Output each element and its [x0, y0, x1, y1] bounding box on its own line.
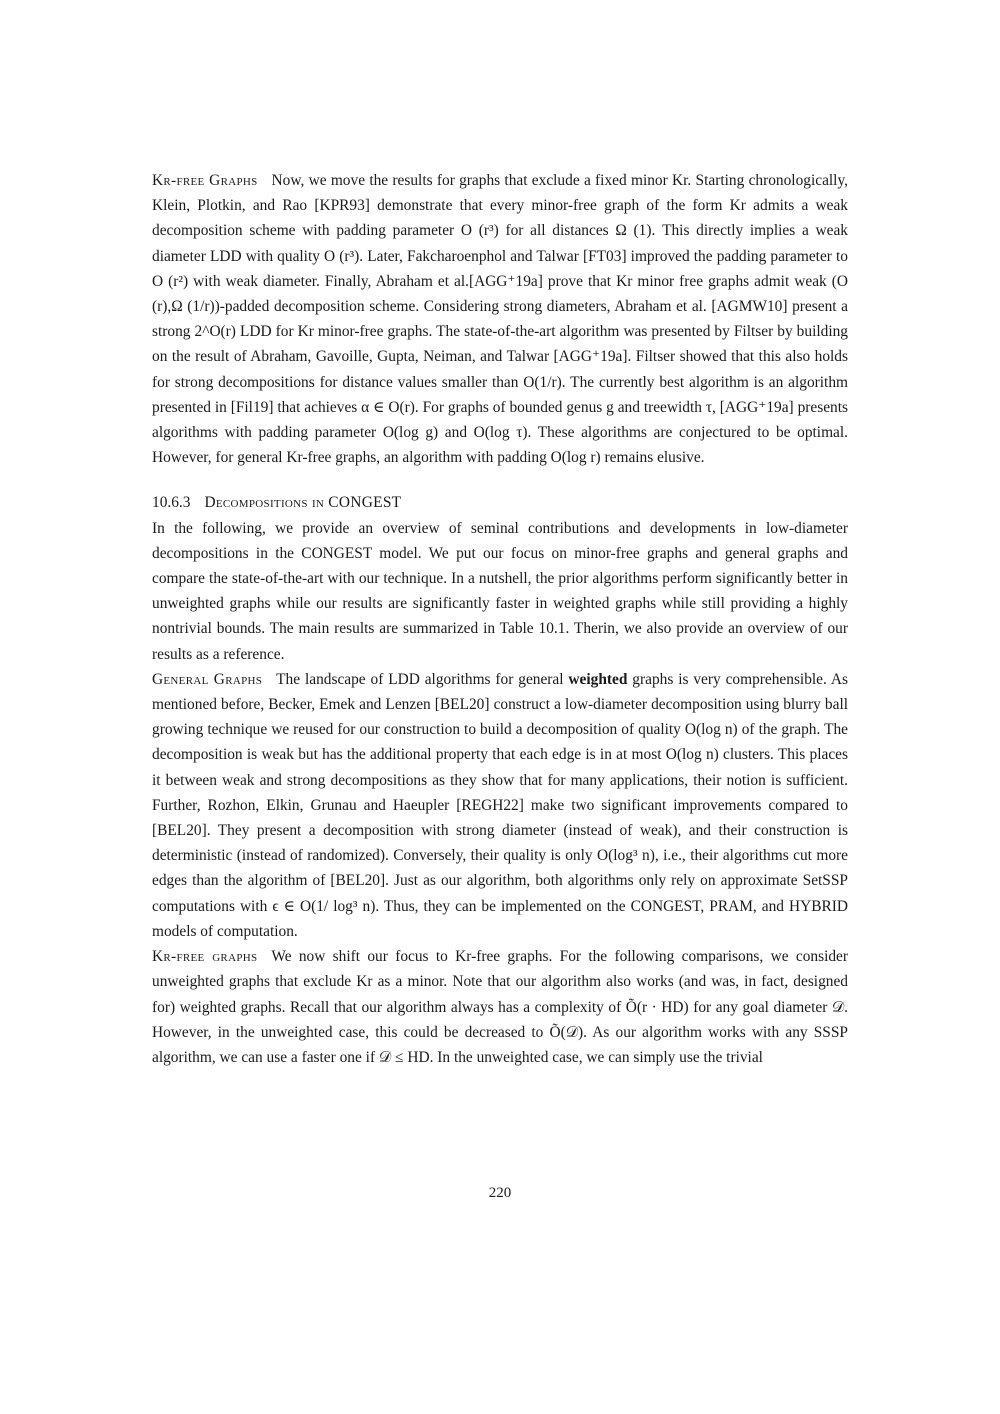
paragraph-heading: Kr-free Graphs [152, 172, 258, 189]
emphasis-weighted: weighted [568, 670, 628, 688]
paragraph-intro [152, 516, 848, 667]
paragraph-text-continued: graphs is very comprehensible. As mentioned before, Becker, Emek and Lenzen [BEL20] construct a low-diameter decomposition using blurry ball growing technique we reused for our construction to build a decomposition of quality O(log n) of the graph. The decomposition is weak but has the additional property that each edge is in at most O(log n) clusters. This places it between weak and strong decompositions as they show that for many applications, their notion is sufficient. Further, Rozhon, Elkin, Grunau and Haeupler [REGH22] make two significant improvements compared to [BEL20]. They present a decomposition with strong diameter (instead of weak), and their construction is deterministic (instead of randomized). Conversely, their quality is only O(log³ n), i.e., their algorithms cut more edges than the algorithm of [BEL20]. Just as our algorithm, both algorithms only rely on approximate SetSSP computations with ϵ ∈ O(1/ log³ n). Thus, they can be implemented on the CONGEST, PRAM, and HYBRID models of computation. [152, 670, 848, 940]
paragraph-text: The landscape of LDD algorithms for general [276, 670, 569, 688]
subsection-number: 10.6.3 [152, 494, 191, 512]
page-number: 220 [488, 1185, 512, 1201]
paragraph-text: We now shift our focus to Kr-free graphs. For the following comparisons, we consider unweighted graphs that exclude Kr as a minor. Note that our algorithm also works (and was, in fact, designed for) weighted graphs. Recall that our algorithm always has a complexity of Õ(r · HD) for any goal diameter 𝒟. However, in the unweighted case, this could be decreased to Õ(𝒟). As our algorithm works with any SSSP algorithm, we can use a faster one if 𝒟 ≤ HD. In the unweighted case, we can simply use the trivial [152, 948, 848, 1066]
page-body [152, 168, 848, 1070]
paragraph-heading: Kr-free graphs [152, 948, 258, 966]
paragraph-text: In the following, we provide an overview of seminal contributions and developments in low-diameter decompositions in the CONGEST model. We put our focus on minor-free graphs and general graphs and compare the state-of-the-art with our technique. In a nutshell, the prior algorithms perform significantly better in unweighted graphs while our results are significantly faster in weighted graphs while still providing a highly nontrivial bounds. The main results are summarized in Table 10.1. Therin, we also provide an overview of our results as a reference. [152, 519, 848, 663]
subsection-title: Decompositions in CONGEST [204, 494, 402, 512]
subsection-heading [152, 490, 848, 515]
paragraph-kr-free-graphs [152, 168, 848, 470]
paragraph-kr-free-graphs-congest [152, 944, 848, 1070]
paragraph-general-graphs [152, 667, 848, 944]
paragraph-text: Now, we move the results for graphs that exclude a fixed minor Kr. Starting chronologically, Klein, Plotkin, and Rao [KPR93] demonstrate that every minor-free graph of the form Kr admits a weak decomposition scheme with padding parameter O (r³) for all distances Ω (1). This directly implies a weak diameter LDD with quality O (r³). Later, Fakcharoenphol and Talwar [FT03] improved the padding parameter to O (r²) with weak diameter. Finally, Abraham et al.[AGG⁺19a] prove that Kr minor free graphs admit weak (O (r),Ω (1/r))-padded decomposition scheme. Considering strong diameters, Abraham et al. [AGMW10] present a strong 2^O(r) LDD for Kr minor-free graphs. The state-of-the-art algorithm was presented by Filtser by building on the result of Abraham, Gavoille, Gupta, Neiman, and Talwar [AGG⁺19a]. Filtser showed that this also holds for strong decompositions for distance values smaller than O(1/r). The currently best algorithm is an algorithm presented in [Fil19] that achieves α ∈ O(r). For graphs of bounded genus g and treewidth τ, [AGG⁺19a] presents algorithms with padding parameter O(log g) and O(log τ). These algorithms are conjectured to be optimal. However, for general Kr-free graphs, an algorithm with padding O(log r) remains elusive. [152, 172, 849, 467]
paragraph-heading: General Graphs [152, 670, 263, 688]
